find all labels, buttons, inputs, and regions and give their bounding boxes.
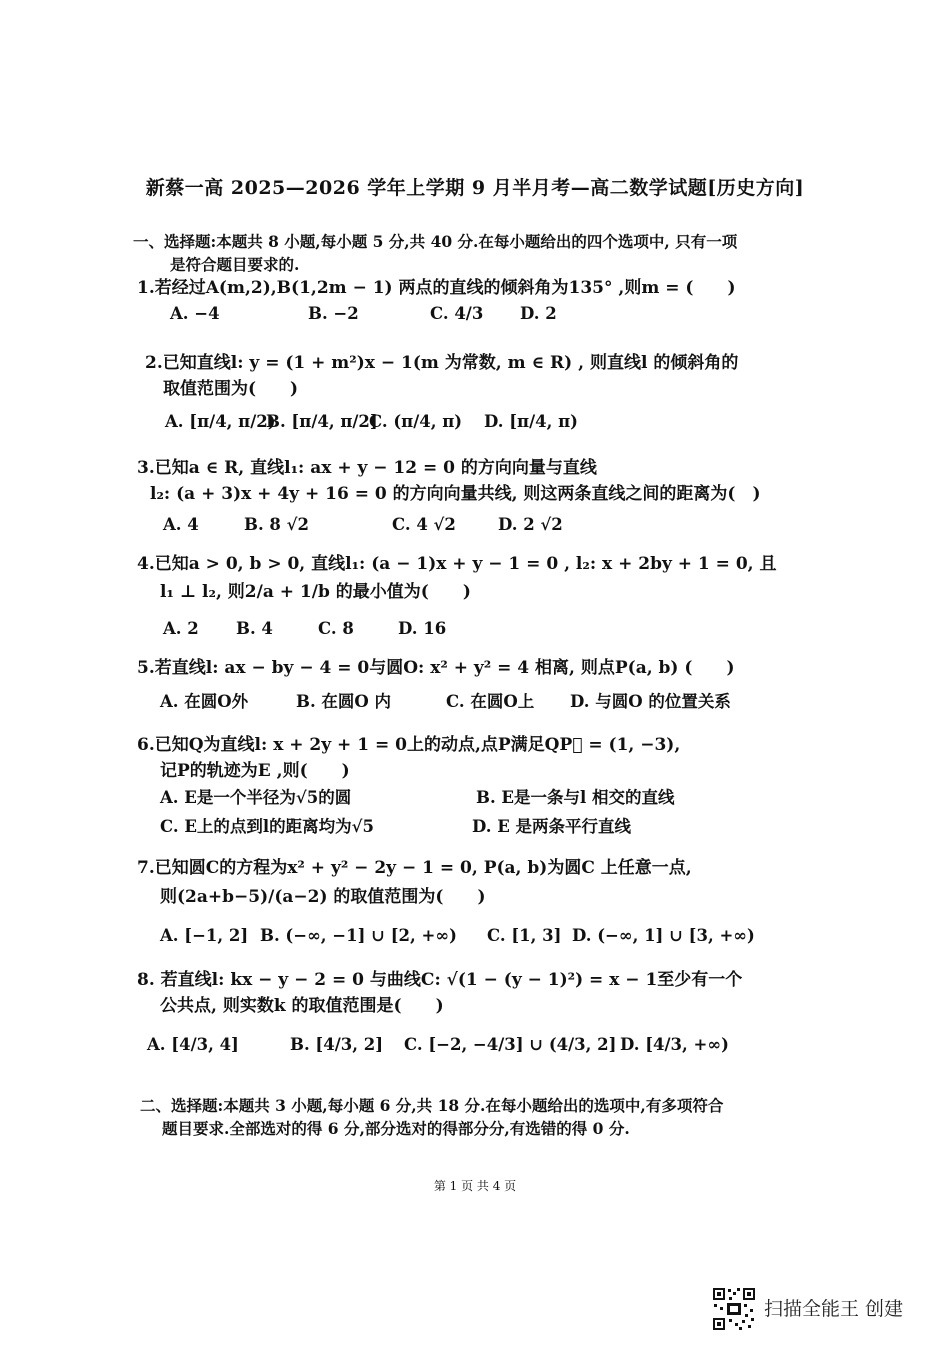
question-7-stem-line-1: 7.已知圆C的方程为x² + y² − 2y − 1 = 0, P(a, b)为圆C 上任意一点,	[137, 858, 692, 878]
question-8-stem-line-1: 8. 若直线l: kx − y − 2 = 0 与曲线C: √(1 − (y − 1)²) = x − 1至少有一个	[137, 970, 743, 990]
question-7-option-b: B. (−∞, −1] ∪ [2, +∞)	[260, 926, 457, 945]
question-2-option-d: D. [π/4, π)	[484, 412, 578, 431]
question-4-option-d: D. 16	[398, 619, 447, 638]
question-6-option-c: C. E上的点到l的距离均为√5	[160, 817, 375, 836]
question-8-option-a: A. [4/3, 4]	[147, 1035, 239, 1054]
question-1-option-d: D. 2	[520, 304, 557, 323]
question-3-stem-line-2: l₂: (a + 3)x + 4y + 16 = 0 的方向向量共线, 则这两条直线之间的距离为( )	[150, 484, 761, 504]
question-6-option-a: A. E是一个半径为√5的圆	[160, 788, 352, 807]
question-3-option-a: A. 4	[163, 515, 199, 534]
exam-title: 新蔡一高 2025—2026 学年上学期 9 月半月考—高二数学试题[历史方向]	[145, 177, 805, 199]
question-5-option-d: D. 与圆O 的位置关系	[570, 692, 731, 711]
question-1-option-b: B. −2	[308, 304, 359, 323]
question-3-option-d: D. 2 √2	[498, 515, 563, 534]
question-8-option-d: D. [4/3, +∞)	[620, 1035, 729, 1054]
question-7-option-a: A. [−1, 2]	[160, 926, 249, 945]
question-8-option-b: B. [4/3, 2]	[290, 1035, 384, 1054]
question-1-option-c: C. 4/3	[430, 304, 484, 323]
section-1-instructions-line-1: 一、选择题:本题共 8 小题,每小题 5 分,共 40 分.在每小题给出的四个选项中, 只有一项	[133, 232, 738, 251]
question-4-stem-line-1: 4.已知a > 0, b > 0, 直线l₁: (a − 1)x + y − 1 = 0 , l₂: x + 2by + 1 = 0, 且	[137, 554, 777, 574]
question-5-option-b: B. 在圆O 内	[296, 692, 392, 711]
question-5-option-a: A. 在圆O外	[160, 692, 249, 711]
question-4-stem-line-2: l₁ ⊥ l₂, 则2/a + 1/b 的最小值为( )	[160, 582, 471, 602]
question-7-stem-line-2: 则(2a+b−5)/(a−2) 的取值范围为( )	[160, 887, 486, 907]
question-1-option-a: A. −4	[170, 304, 220, 323]
question-7-option-c: C. [1, 3]	[487, 926, 562, 945]
question-3-stem-line-1: 3.已知a ∈ R, 直线l₁: ax + y − 12 = 0 的方向向量与直线	[137, 458, 597, 478]
qr-code-icon	[712, 1287, 756, 1331]
page-number: 第 1 页 共 4 页	[433, 1179, 517, 1193]
question-6-option-b: B. E是一条与l 相交的直线	[476, 788, 675, 807]
scanner-brand: 扫描全能王 创建	[764, 1298, 904, 1320]
question-2-option-c: C. (π/4, π)	[369, 412, 463, 431]
section-2-instructions-line-1: 二、选择题:本题共 3 小题,每小题 6 分,共 18 分.在每小题给出的选项中,有多项符合	[140, 1096, 724, 1115]
question-7-option-d: D. (−∞, 1] ∪ [3, +∞)	[572, 926, 755, 945]
question-3-option-c: C. 4 √2	[392, 515, 456, 534]
question-4-option-a: A. 2	[163, 619, 199, 638]
section-1-instructions-line-2: 是符合题目要求的.	[170, 255, 300, 274]
question-5-stem: 5.若直线l: ax − by − 4 = 0与圆O: x² + y² = 4 相离, 则点P(a, b) ( )	[137, 658, 735, 678]
question-2-option-a: A. [π/4, π/2)	[165, 412, 276, 431]
question-4-option-b: B. 4	[236, 619, 273, 638]
question-8-stem-line-2: 公共点, 则实数k 的取值范围是( )	[160, 996, 444, 1016]
question-6-stem-line-1: 6.已知Q为直线l: x + 2y + 1 = 0上的动点,点P满足QP⃗ = (1, −3),	[137, 735, 681, 755]
question-8-option-c: C. [−2, −4/3] ∪ (4/3, 2]	[404, 1035, 617, 1054]
question-6-stem-line-2: 记P的轨迹为E ,则( )	[160, 761, 350, 781]
question-4-option-c: C. 8	[318, 619, 354, 638]
section-2-instructions-line-2: 题目要求.全部选对的得 6 分,部分选对的得部分分,有选错的得 0 分.	[162, 1119, 630, 1138]
question-2-option-b: B. [π/4, π/2]	[266, 412, 378, 431]
question-2-stem-line-1: 2.已知直线l: y = (1 + m²)x − 1(m 为常数, m ∈ R) , 则直线l 的倾斜角的	[145, 353, 739, 373]
question-1-stem: 1.若经过A(m,2),B(1,2m − 1) 两点的直线的倾斜角为135° ,则m = ( )	[137, 278, 736, 298]
question-3-option-b: B. 8 √2	[244, 515, 309, 534]
question-2-stem-line-2: 取值范围为( )	[163, 379, 299, 399]
question-6-option-d: D. E 是两条平行直线	[472, 817, 632, 836]
question-5-option-c: C. 在圆O上	[446, 692, 535, 711]
